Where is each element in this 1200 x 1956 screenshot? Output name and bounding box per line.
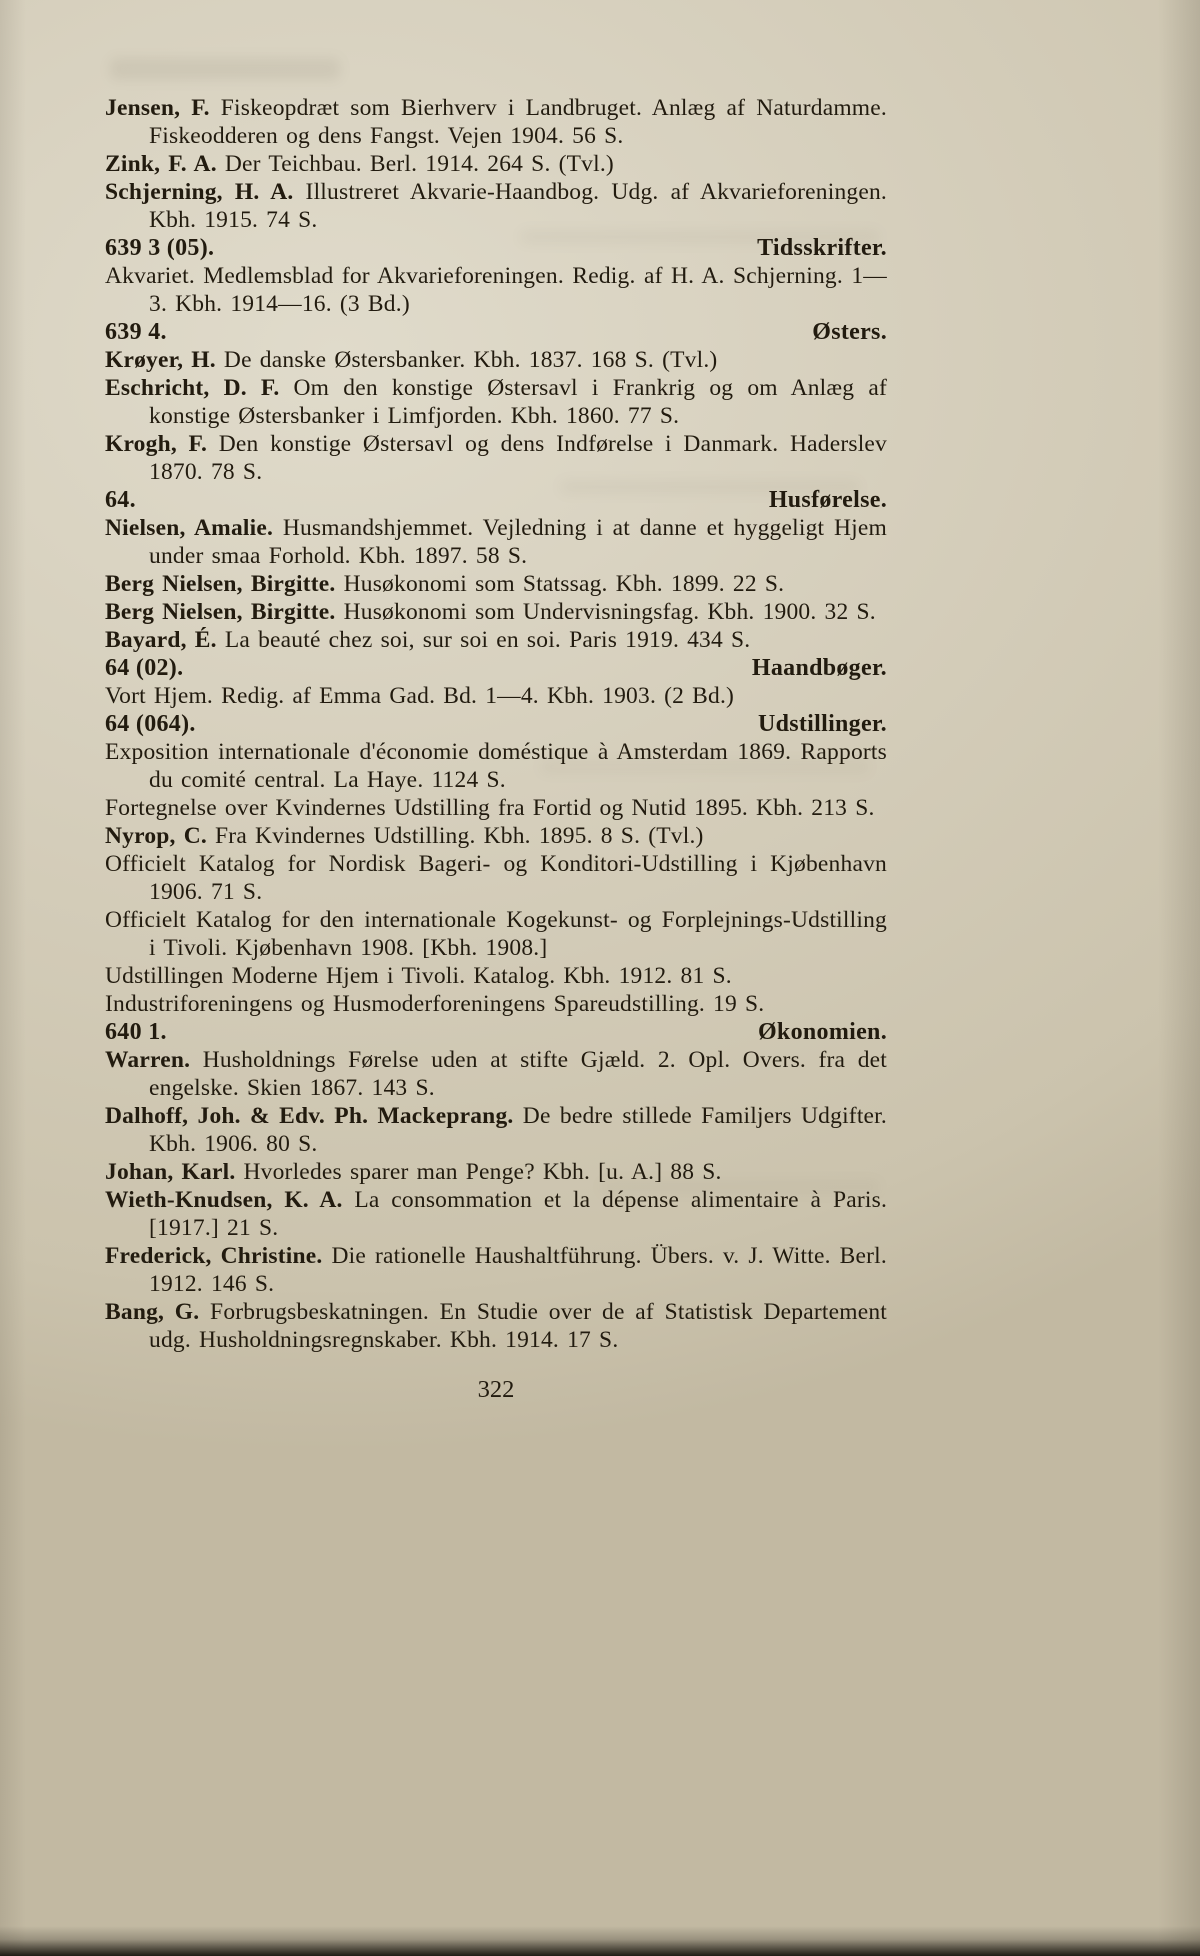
entry-text: Der Teichbau. Berl. 1914. 264 S. (Tvl.) — [224, 151, 614, 177]
scan-edge-right — [1158, 0, 1200, 1956]
section-label: Tidsskrifter. — [757, 235, 887, 261]
section-label: Udstillinger. — [757, 711, 887, 737]
entry-text: Exposition internationale d'économie doméstique à Amsterdam 1869. Rapports du comité central. La Haye. 1124 S. — [105, 739, 887, 793]
entry-author: Wieth-Knudsen, K. A. — [105, 1187, 343, 1213]
entry-author: Nyrop, C. — [105, 823, 207, 849]
entry-text: Illustreret Akvarie-Haandbog. Udg. af Akvarieforeningen. Kbh. 1915. 74 S. — [149, 179, 887, 233]
section-label: Økonomien. — [757, 1019, 887, 1045]
entry-text: Fiskeopdræt som Bierhverv i Landbruget. Anlæg af Naturdamme. Fiskeodderen og dens Fangst. Vejen 1904. 56 S. — [149, 95, 887, 149]
section-heading — [105, 654, 887, 682]
entry-author: Berg Nielsen, Birgitte. — [105, 599, 336, 625]
section-heading — [105, 318, 887, 346]
entry-text: Husøkonomi som Statssag. Kbh. 1899. 22 S. — [343, 571, 785, 597]
entry-text: Husmandshjemmet. Vejledning i at danne et hyggeligt Hjem under smaa Forhold. Kbh. 1897. 58 S. — [149, 515, 887, 569]
entry-author: Krøyer, H. — [105, 347, 216, 373]
page-number: 322 — [477, 1376, 515, 1403]
entry-author: Krogh, F. — [105, 431, 208, 457]
bibliography-entry — [105, 794, 887, 822]
entry-text: De danske Østersbanker. Kbh. 1837. 168 S. (Tvl.) — [223, 347, 718, 373]
entry-author: Warren. — [105, 1047, 191, 1073]
bibliography-entry — [105, 682, 887, 710]
bibliography-entry — [105, 1186, 887, 1242]
bibliography-entry — [105, 150, 887, 178]
entry-text: Husholdnings Førelse uden at stifte Gjæld. 2. Opl. Overs. fra det engelske. Skien 1867. 143 S. — [149, 1047, 888, 1101]
bibliography-entry — [105, 514, 887, 570]
section-heading — [105, 486, 887, 514]
bibliography-entry — [105, 962, 887, 990]
section-label: Husførelse. — [768, 487, 887, 513]
entry-text: Om den konstige Østersavl i Frankrig og om Anlæg af konstige Østersbanker i Limfjorden. Kbh. 1860. 77 S. — [149, 375, 887, 429]
bibliography-entry — [105, 990, 887, 1018]
entry-author: Eschricht, D. F. — [105, 375, 280, 401]
section-heading — [105, 1018, 887, 1046]
entry-author: Dalhoff, Joh. & Edv. Ph. Mackeprang. — [105, 1103, 514, 1129]
section-code: 64. — [105, 487, 136, 513]
section-code: 64 (02). — [105, 655, 184, 681]
bibliography-entry — [105, 598, 887, 626]
entry-author: Jensen, F. — [105, 95, 210, 121]
bibliography-entry — [105, 1242, 887, 1298]
entry-list — [105, 94, 887, 1354]
entry-text: Akvariet. Medlemsblad for Akvarieforeningen. Redig. af H. A. Schjerning. 1—3. Kbh. 1914—16. (3 Bd.) — [105, 263, 887, 317]
entry-author: Frederick, Christine. — [105, 1243, 323, 1269]
bibliography-entry — [105, 1298, 887, 1354]
entry-text: Vort Hjem. Redig. af Emma Gad. Bd. 1—4. Kbh. 1903. (2 Bd.) — [105, 683, 735, 709]
bibliography-entry — [105, 906, 887, 962]
section-code: 639 3 (05). — [105, 235, 215, 261]
entry-text: La beauté chez soi, sur soi en soi. Paris 1919. 434 S. — [224, 627, 751, 653]
entry-text: Hvorledes sparer man Penge? Kbh. [u. A.] 88 S. — [243, 1159, 722, 1185]
entry-author: Schjerning, H. A. — [105, 179, 294, 205]
section-code: 640 1. — [105, 1019, 167, 1045]
entry-text: La consommation et la dépense alimentaire à Paris. [1917.] 21 S. — [149, 1187, 888, 1241]
entry-text: Udstillingen Moderne Hjem i Tivoli. Katalog. Kbh. 1912. 81 S. — [105, 963, 732, 989]
bibliography-entry — [105, 262, 887, 318]
entry-author: Nielsen, Amalie. — [105, 515, 274, 541]
entry-text: Industriforeningens og Husmoderforeningens Spareudstilling. 19 S. — [105, 991, 765, 1017]
bibliography-entry — [105, 1046, 887, 1102]
bibliography-entry — [105, 1102, 887, 1158]
bibliography-entry — [105, 346, 887, 374]
entry-author: Johan, Karl. — [105, 1159, 236, 1185]
bibliography-entry — [105, 178, 887, 234]
section-code: 64 (064). — [105, 711, 196, 737]
entry-author: Bang, G. — [105, 1299, 200, 1325]
entry-text: Die rationelle Haushaltführung. Übers. v. J. Witte. Berl. 1912. 146 S. — [149, 1243, 887, 1297]
entry-text: Husøkonomi som Undervisningsfag. Kbh. 1900. 32 S. — [343, 599, 876, 625]
bibliography-entry — [105, 822, 887, 850]
bibliography-text-block — [105, 94, 887, 1404]
section-label: Haandbøger. — [751, 655, 887, 681]
entry-text: Officielt Katalog for Nordisk Bageri- og Konditori-Udstilling i Kjøbenhavn 1906. 71 S. — [105, 851, 887, 905]
entry-text: De bedre stillede Familjers Udgifter. Kbh. 1906. 80 S. — [149, 1103, 887, 1157]
bibliography-entry — [105, 626, 887, 654]
entry-author: Berg Nielsen, Birgitte. — [105, 571, 336, 597]
bibliography-entry — [105, 738, 887, 794]
entry-author: Bayard, É. — [105, 627, 217, 653]
bibliography-entry — [105, 430, 887, 486]
entry-text: Den konstige Østersavl og dens Indførelse i Danmark. Haderslev 1870. 78 S. — [149, 431, 888, 485]
entry-text: Fra Kvindernes Udstilling. Kbh. 1895. 8 S. (Tvl.) — [215, 823, 704, 849]
bibliography-entry — [105, 570, 887, 598]
section-heading — [105, 710, 887, 738]
bibliography-entry — [105, 1158, 887, 1186]
entry-text: Forbrugsbeskatningen. En Studie over de af Statistisk Departement udg. Husholdningsregnskaber. Kbh. 1914. 17 S. — [149, 1299, 888, 1353]
entry-author: Zink, F. A. — [105, 151, 217, 177]
bibliography-entry — [105, 850, 887, 906]
show-through-smudge — [110, 58, 340, 80]
bibliography-entry — [105, 94, 887, 150]
entry-text: Officielt Katalog for den internationale Kogekunst- og Forplejnings-Udstilling i Tivoli. Kjøbenhavn 1908. [Kbh. 1908.] — [105, 907, 887, 961]
section-code: 639 4. — [105, 319, 167, 345]
entry-text: Fortegnelse over Kvindernes Udstilling fra Fortid og Nutid 1895. Kbh. 213 S. — [105, 795, 875, 821]
section-heading — [105, 234, 887, 262]
scan-edge-bottom — [0, 1926, 1200, 1956]
scan-edge-left — [0, 0, 26, 1956]
bibliography-entry — [105, 374, 887, 430]
section-label: Østers. — [812, 319, 887, 345]
